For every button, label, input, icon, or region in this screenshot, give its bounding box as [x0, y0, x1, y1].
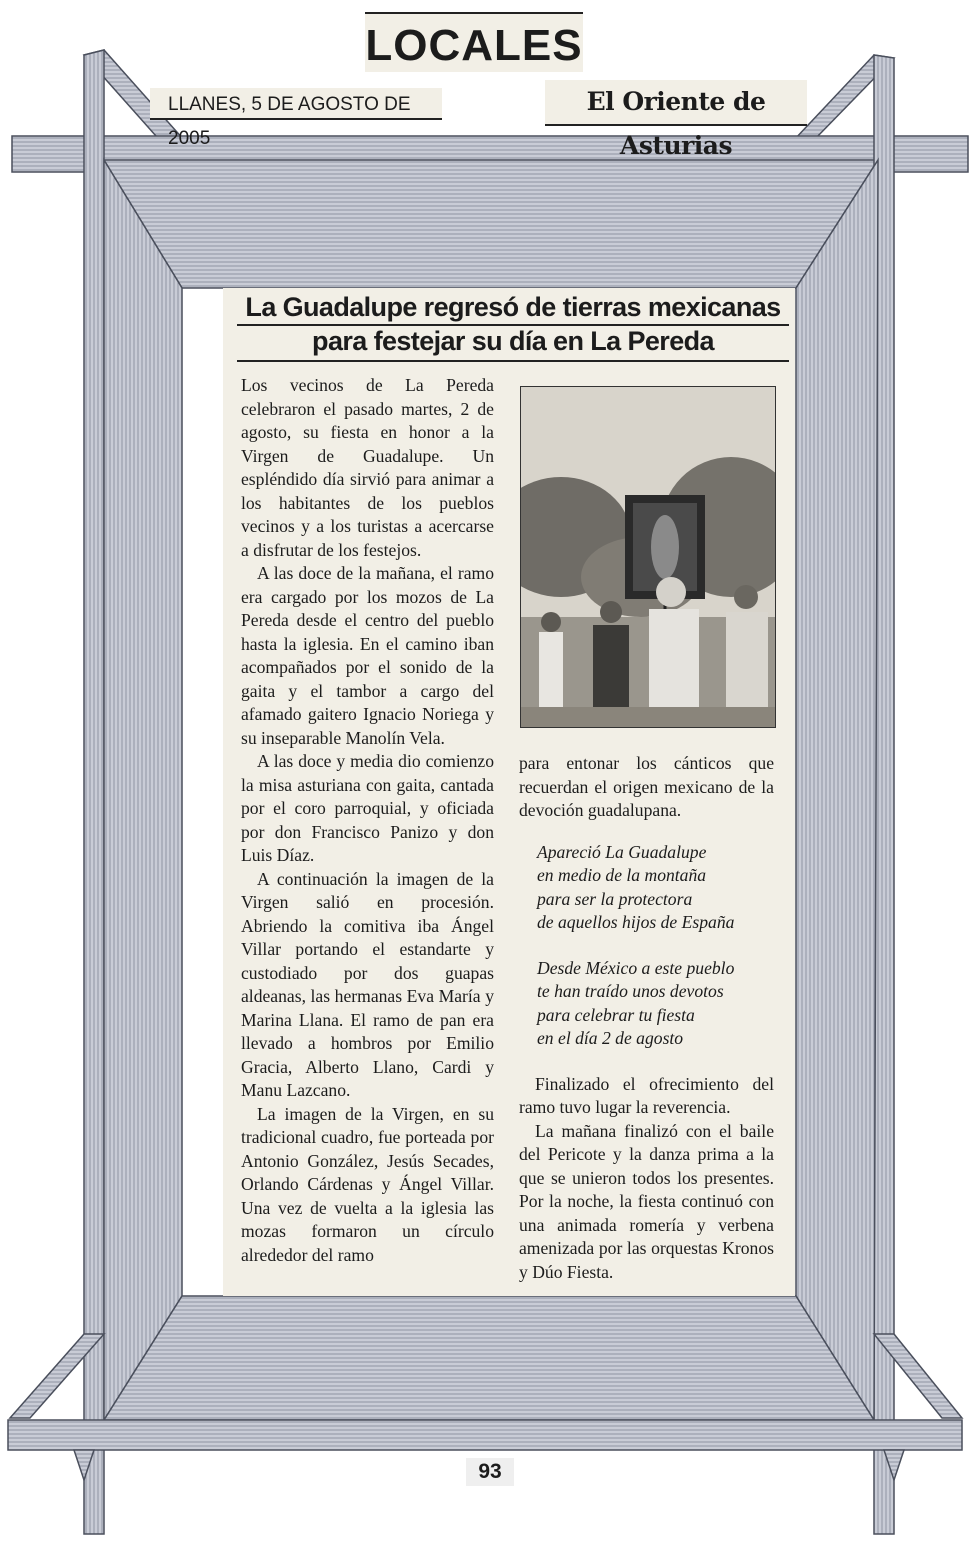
- paragraph: para entonar los cánticos que recuerdan el origen mexicano de la devoción guadalupana.: [519, 753, 774, 820]
- verse-line: de aquellos hijos de España: [537, 912, 735, 932]
- paragraph: La imagen de la Virgen, en su tradicional cuadro, fue porteada por Antonio González, Jesús Secades, Orlando Cárdenas y Ángel Villar. Una vez de vuelta a la iglesia las mozas formaron un círculo alrededor del ramo: [241, 1103, 494, 1265]
- dateline: LLANES, 5 DE AGOSTO DE 2005: [150, 88, 442, 120]
- paragraph: A continuación la imagen de la Virgen salió en procesión. Abriendo la comitiva iba Ángel Villar portando el estandarte y custodiado por dos guapas aldeanas, las hermanas Eva María y Marina Llana. El ramo de pan era llevado a hombros por Emilio Gracia, Alberto Llano, Cardi y Manu Lazcano.: [241, 868, 494, 1100]
- verse-line: te han traído unos devotos: [537, 981, 724, 1001]
- paragraph: Finalizado el ofrecimiento del ramo tuvo lugar la reverencia.: [519, 1073, 774, 1117]
- paragraph: A las doce y media dio comienzo la misa asturiana con gaita, cantada por el coro parroquial, y oficiada por don Francisco Panizo y don Luis Díaz.: [241, 751, 494, 865]
- headline-rule: [237, 360, 789, 362]
- article-column-right: [519, 752, 774, 1284]
- article-column-left: [241, 374, 494, 1267]
- verse-line: para ser la protectora: [537, 888, 693, 909]
- paragraph: La mañana finalizó con el baile del Pericote y la danza prima a la que se unieron todos los presentes. Por la noche, la fiesta continuó con una animada romería y verbena amenizada por las orquestas Kronos y Dúo Fiesta.: [519, 1120, 774, 1282]
- verse-line: Apareció La Guadalupe: [537, 841, 707, 862]
- article-headline: [237, 290, 789, 358]
- verse-line: en medio de la montaña: [537, 865, 707, 885]
- page-number: 93: [466, 1458, 514, 1486]
- article-clipping: [223, 288, 795, 1296]
- paragraph: A las doce de la mañana, el ramo era cargado por los mozos de La Pereda desde el centro del pueblo hasta la iglesia. En el camino iban acompañados por el sonido de la gaita y el tambor a cargo del afamado gaitero Ignacio Noriega y su inseparable Manolín Vela.: [241, 563, 494, 748]
- verse-line: en el día 2 de agosto: [537, 1028, 684, 1048]
- paragraph: Los vecinos de La Pereda celebraron el pasado martes, 2 de agosto, su fiesta en honor a la Virgen de Guadalupe. Un espléndido día sirvió para animar a los habitantes de los pueblos vecinos y a los turistas a acercarse a disfrutar de los festejos.: [241, 375, 494, 560]
- headline-line-2: para festejar su día en La Pereda: [312, 326, 714, 356]
- verse-stanza: [537, 841, 774, 935]
- verse-line: para celebrar tu fiesta: [537, 1004, 695, 1025]
- section-label: LOCALES: [365, 12, 583, 72]
- verse-line: Desde México a este pueblo: [537, 957, 735, 978]
- verse-stanza: [537, 957, 774, 1051]
- headline-line-1: La Guadalupe regresó de tierras mexicanas: [245, 292, 781, 322]
- verse-block: [537, 841, 774, 1051]
- procession-photo: [520, 386, 776, 728]
- headline-rule: [237, 324, 789, 326]
- newspaper-masthead: El Oriente de Asturias: [545, 80, 807, 126]
